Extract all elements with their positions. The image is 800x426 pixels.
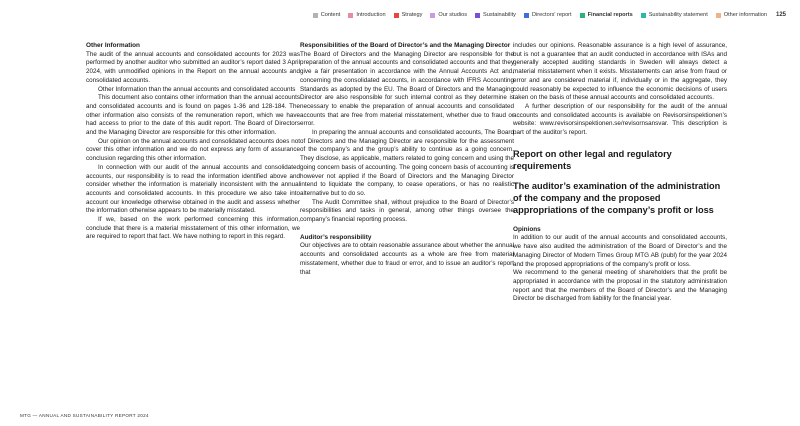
paragraph: We recommend to the general meeting of shareholders that the profit be appropriated in accordance with the proposal in the statutory administration report and that the members of the Board of Director’s and the Managing Director be discharged from liability for the financial year. xyxy=(513,269,727,303)
nav-item-label: Sustainability statement xyxy=(648,12,708,18)
nav-item-label: Introduction xyxy=(356,12,386,18)
heading-legal-requirements: Report on other legal and regulatory requirements xyxy=(513,148,672,171)
paragraph: If we, based on the work performed concerning this information, conclude that there is a material misstatement of this other information, we are required to report that fact. We have nothing to report in this regard. xyxy=(86,216,300,241)
text-column-1 xyxy=(86,42,300,242)
color-swatch-icon xyxy=(313,13,318,18)
color-swatch-icon xyxy=(524,13,529,18)
nav-item-content[interactable] xyxy=(313,12,341,18)
nav-item-introduction[interactable] xyxy=(348,12,385,18)
nav-item-label: Other information xyxy=(723,12,767,18)
nav-item-other-information[interactable] xyxy=(716,12,767,18)
paragraph: The Audit Committee shall, without prejudice to the Board of Director’s responsibilities and tasks in general, among other things oversee the company’s financial reporting process. xyxy=(300,198,514,224)
section-nav xyxy=(305,9,786,21)
paragraph: In connection with our audit of the annual accounts and consolidated accounts, our responsibility is to read the information identified above and consider whether the information is materially inconsistent with the annual accounts and consolidated accounts. In this procedure we also take into account our knowledge otherwise obtained in the audit and assess whether the information otherwise appears to be materially misstated. xyxy=(86,163,300,215)
paragraph: Our opinion on the annual accounts and consolidated accounts does not cover this other information and we do not express any form of assurance conclusion regarding this other information. xyxy=(86,137,300,163)
paragraph: This document also contains other information than the annual accounts and consolidated accounts and is found on pages 1-36 and 128-184. The other information also consists of the remuneration report, which we have had access to prior to the date of this audit report. The Board of Directors and the Managing Director are responsible for this other information. xyxy=(86,94,300,137)
page-footer: MTG — ANNUAL AND SUSTAINABILITY REPORT 2024 xyxy=(20,413,149,418)
color-swatch-icon xyxy=(430,13,435,18)
text-column-2 xyxy=(300,42,514,277)
heading-opinions: Opinions xyxy=(513,225,541,233)
color-swatch-icon xyxy=(716,13,721,18)
color-swatch-icon xyxy=(475,13,480,18)
color-swatch-icon xyxy=(348,13,353,18)
paragraph: Our objectives are to obtain reasonable assurance about whether the annual accounts and consolidated accounts as a whole are free from material misstatement, whether due to fraud or error, and to issue an auditor’s report that xyxy=(300,242,514,276)
nav-item-financial-reports[interactable] xyxy=(580,12,633,18)
paragraph: A further description of our responsibility for the audit of the annual accounts and consolidated accounts is available on Revisorsinspektionen’s website: www.revisorsinspektionen.se/revisornsansvar. This description is part of the auditor’s report. xyxy=(513,102,727,137)
color-swatch-icon xyxy=(580,13,585,18)
nav-item-label: Sustainability xyxy=(483,12,516,18)
nav-item-sustainability-statement[interactable] xyxy=(641,12,708,18)
paragraph: In addition to our audit of the annual accounts and consolidated accounts, we have also audited the administration of the Board of Director’s and the Managing Director of Modern Times Group MTG AB (publ) for the year 2024 and the proposed appropriations of the company’s profit or loss. xyxy=(513,234,727,268)
paragraph: includes our opinions. Reasonable assurance is a high level of assurance, but is not a guarantee that an audit conducted in accordance with ISAs and generally accepted auditing standards in Sweden will always detect a material misstatement when it exists. Misstatements can arise from fraud or error and are considered material if, individually or in the aggregate, they could reasonably be expected to influence the economic decisions of users taken on the basis of these annual accounts and consolidated accounts. xyxy=(513,42,727,102)
nav-item-strategy[interactable] xyxy=(394,12,423,18)
heading-administration-examination: The auditor’s examination of the administration of the company and the proposed appropriations of the company’s profit or loss xyxy=(513,180,721,215)
paragraph: In preparing the annual accounts and consolidated accounts, The Board of Directors and the Managing Director are responsible for the assessment of the company’s and the group’s ability to continue as a going concern. They disclose, as applicable, matters related to going concern and using the going concern basis of accounting. The going concern basis of accounting is however not applied if the Board of Directors and the Managing Director intend to liquidate the company, to cease operations, or has no realistic alternative but to do so. xyxy=(300,129,514,197)
page-number: 125 xyxy=(775,12,786,18)
paragraph: The Board of Directors and the Managing Director are responsible for the preparation of the annual accounts and consolidated accounts and that they give a fair presentation in accordance with the Annual Accounts Act and, concerning the consolidated accounts, in accordance with IFRS Accounting Standards as adopted by the EU. The Board of Directors and the Managing Director are also responsible for such internal control as they determine is necessary to enable the preparation of annual accounts and consolidated accounts that are free from material misstatement, whether due to fraud or error. xyxy=(300,50,514,128)
paragraph: The audit of the annual accounts and consolidated accounts for 2023 was performed by another auditor who submitted an auditor’s report dated 3 April 2024, with unmodified opinions in the Report on the annual accounts and consolidated accounts. xyxy=(86,50,300,84)
heading-other-information: Other Information xyxy=(86,42,140,49)
nav-item-directors-report[interactable] xyxy=(524,12,572,18)
color-swatch-icon xyxy=(394,13,399,18)
nav-item-label: Strategy xyxy=(401,12,423,18)
nav-item-label: Our studios xyxy=(438,12,468,18)
nav-item-label: Financial reports xyxy=(587,12,633,18)
paragraph: Other Information than the annual accounts and consolidated accounts xyxy=(98,85,296,93)
text-column-3 xyxy=(513,42,727,304)
nav-item-sustainability[interactable] xyxy=(475,12,516,18)
heading-auditor-responsibility: Auditor’s responsibility xyxy=(300,233,372,241)
nav-item-label: Content xyxy=(320,12,341,18)
heading-board-responsibilities: Responsibilities of the Board of Director’s and the Managing Director xyxy=(300,42,511,49)
nav-item-our-studios[interactable] xyxy=(430,12,467,18)
color-swatch-icon xyxy=(641,13,646,18)
nav-item-label: Directors' report xyxy=(531,12,572,18)
